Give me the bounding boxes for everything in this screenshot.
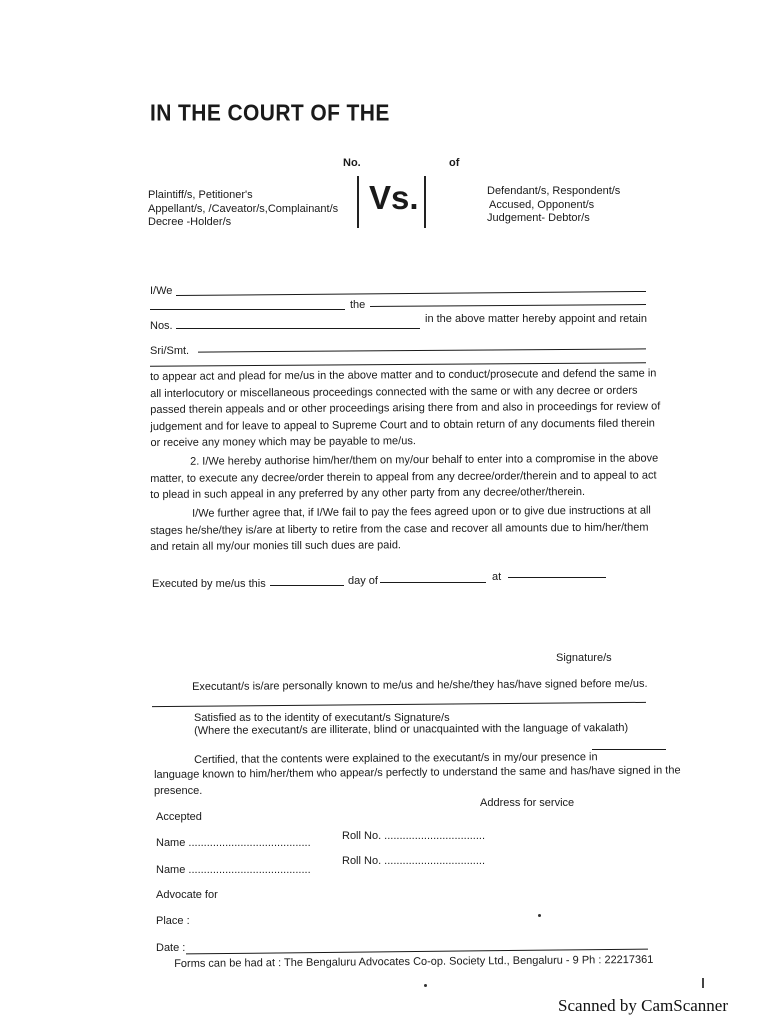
vs-left-bar bbox=[357, 176, 359, 228]
scan-speck bbox=[538, 914, 541, 917]
paragraph-line: all interlocutory or miscellaneous proceedings connected with the same or with any decree or orders bbox=[150, 384, 638, 400]
scan-mark bbox=[702, 978, 704, 988]
accepted-label: Accepted bbox=[156, 811, 202, 823]
paragraph-line: stages he/she/they is/are at liberty to retire from the case and recover all amounts due to him/her/them bbox=[150, 521, 649, 537]
paragraph-line: matter, to execute any decree/order therein to appeal from any decree/order/therein and to appeal to act bbox=[150, 469, 657, 485]
advocate-name-field[interactable]: Name ........................................ bbox=[156, 864, 311, 876]
paragraph-line: to appear act and plead for me/us in the above matter and to conduct/prosecute and defend the same in bbox=[150, 367, 657, 383]
executed-day-line[interactable] bbox=[270, 585, 344, 586]
right-party-line: Accused, Opponent/s bbox=[489, 198, 595, 211]
court-title: IN THE COURT OF THE bbox=[150, 101, 390, 126]
scanner-watermark: Scanned by CamScanner bbox=[558, 996, 728, 1015]
iwe-label: I/We bbox=[150, 285, 173, 297]
certified-text-cont: language known to him/her/them who appear/s perfectly to understand the same and has/have signed in the bbox=[154, 764, 681, 781]
paragraph-fees bbox=[150, 503, 651, 556]
right-party-line: Judgement- Debtor/s bbox=[487, 212, 590, 224]
left-party-line: Plaintiff/s, Petitioner's bbox=[148, 189, 253, 201]
roll-no-field[interactable]: Roll No. ................................. bbox=[342, 830, 486, 842]
right-party-line: Defendant/s, Respondent/s bbox=[487, 185, 621, 197]
signature-label: Signature/s bbox=[556, 652, 612, 664]
paragraph-line: or receive any money which may be payable to me/us. bbox=[150, 435, 416, 450]
right-parties bbox=[487, 185, 620, 226]
paragraph-line: to plead in such appeal in any preferred by any other party from any decree/other/therein. bbox=[150, 486, 586, 502]
nos-line[interactable] bbox=[176, 328, 420, 329]
advocate-for-label: Advocate for bbox=[156, 889, 218, 901]
date-label: Date : bbox=[156, 942, 186, 954]
versus-mark: Vs. bbox=[369, 179, 419, 216]
paragraph-line: 2. I/We hereby authorise him/her/them on my/our behalf to enter into a compromise in the above bbox=[190, 452, 659, 468]
nos-label: Nos. bbox=[150, 320, 173, 332]
the-line[interactable] bbox=[370, 304, 646, 307]
executed-place-line[interactable] bbox=[508, 577, 606, 578]
executed-by-label: Executed by me/us this bbox=[152, 578, 266, 590]
illiterate-note: (Where the executant/s are illiterate, blind or unacquainted with the language of vakalath) bbox=[194, 721, 629, 737]
the-label: the bbox=[350, 299, 366, 311]
at-label: at bbox=[492, 571, 502, 583]
forms-availability-note: Forms can be had at : The Bengaluru Advocates Co-op. Society Ltd., Bengaluru - 9 Ph : 22217361 bbox=[174, 953, 654, 970]
left-parties bbox=[148, 189, 338, 230]
vs-right-bar bbox=[424, 176, 426, 228]
paragraph-line: and retain all my/our monies till such dues are paid. bbox=[150, 539, 402, 554]
roll-no-field[interactable]: Roll No. ................................. bbox=[342, 855, 486, 867]
case-no-label: No. bbox=[343, 157, 361, 169]
paragraph-appoint bbox=[150, 365, 661, 452]
executed-month-line[interactable] bbox=[380, 582, 486, 583]
name-line[interactable] bbox=[150, 309, 345, 310]
day-of-label: day of bbox=[348, 575, 378, 587]
iwe-line[interactable] bbox=[176, 291, 646, 296]
language-line[interactable] bbox=[592, 749, 666, 750]
paragraph-compromise bbox=[150, 450, 658, 503]
paragraph-line: passed therein appeals and or other proceedings arising there from and also in proceedings for review of bbox=[150, 400, 661, 417]
satisfied-text: Satisfied as to the identity of executant/s Signature/s bbox=[194, 712, 450, 724]
address-label: Address for service bbox=[480, 797, 575, 809]
sri-label: Sri/Smt. bbox=[150, 345, 190, 357]
left-party-line: Decree -Holder/s bbox=[148, 216, 232, 228]
left-party-line: Appellant/s, /Caveator/s,Complainant/s bbox=[148, 202, 339, 215]
scan-speck bbox=[424, 984, 427, 987]
place-label: Place : bbox=[156, 915, 190, 927]
certified-text: Certified, that the contents were explained to the executant/s in my/our presence in bbox=[194, 751, 598, 766]
case-of-label: of bbox=[449, 157, 460, 169]
paragraph-line: judgement and for leave to appeal to Supreme Court and to obtain return of any documents filed therein bbox=[150, 417, 655, 433]
sri-line[interactable] bbox=[198, 348, 646, 352]
known-statement: Executant/s is/are personally known to me/us and he/she/they has/have signed before me/us. bbox=[192, 677, 648, 693]
presence-text: presence. bbox=[154, 785, 203, 797]
signature-divider bbox=[152, 702, 646, 707]
advocate-name-field[interactable]: Name ........................................ bbox=[156, 837, 311, 849]
appoint-text: in the above matter hereby appoint and retain bbox=[425, 313, 647, 325]
paragraph-line: I/We further agree that, if I/We fail to pay the fees agreed upon or to give due instructions at all bbox=[192, 504, 651, 520]
